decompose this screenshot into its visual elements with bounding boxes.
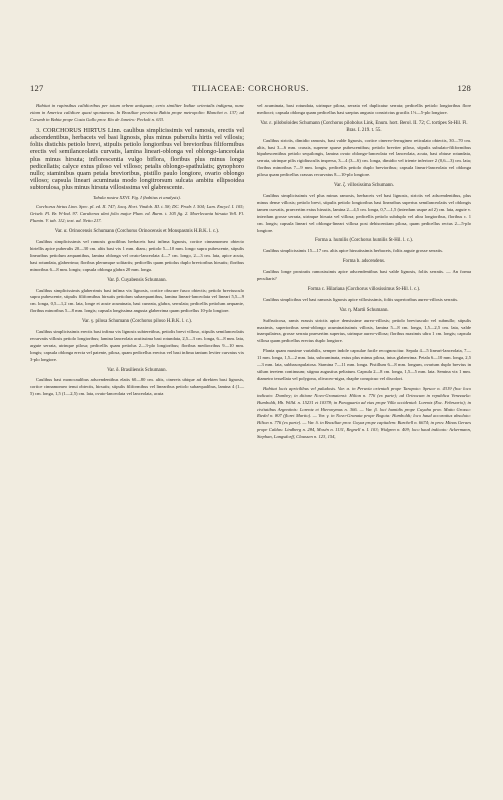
variety-heading-alpha: Var. α. Orinocensis Schumann (Corchorus Orinocensis et Monspasmis H.B.K. l. c.).	[54, 229, 220, 235]
forma-heading-b: Forma b. adscendens.	[342, 259, 386, 265]
variety-text-epsilon: Caulibus strictis, dimidio ramosis, basi valde lignosis, cortice cinereo-ferrugineo reticulato obtectis, 30—70 cm. altis, basi 3—6 mm. crassis, superne sparse pubescentibus; petiolo breviter piloso, stipulis subulato-filiformibus bipubescentibus petiolo sequilongis, lamina ovato oblongo-lanceolata vel lanceolata, acuta, basi obtuse rotundata, serrata, utrinque pilis rigidiusculis inspersa, 3—4 (3—6) cm. longa, dimidio vel triente inferiore 2 (0,6—3) cm. lata; floribus minoribus 7—9 mm. longis, pedicellis petiolo duplo brevioribus; capsula lineari-lanceolata vel oblonga pilosa quam pedicellus crassus recurvatus 8—10-plo longiore.	[257, 137, 471, 178]
variety-heading-gamma: Var. γ. pilosa Schumann (Corchorus piloso H.B.K. l. c.).	[81, 319, 192, 325]
distribution-paragraph: Habitat locis apricilibus vel paludosis. Var. α. in Peruvia orientali prope Tarapoto: Spruce n. 4319 (hoc loco indicato: Dombey; in ditione Novo-Granatensi: Hilton n. 776 (ex parte); ad Orinocum in republica Venezuela: Humboldt, Hb. Willd. n. 15231 et 10378; in Paraguaria ad vias prope Villa occidental: Lorentz (Exc. Februario); in civitatibus Argentinis: Lorentz et Hieronymus n. 366. — Var. β. loci humidis prope Cuyaba prov. Matto Grosso: Riedel n. 807 (floret Martio). — Var. γ. in Novo-Granata prope Bogota: Humboldt; loco haud accuratius absoluto: Hilton n. 776 (ex parte). — Var. δ. in Brasiliae prov. Goyaz prope capitalem: Burchell n. 6674; in prov. Minas Geraes prope Caldas: Lindberg n. 284, Mosén n. 1131, Regnell n. I. 103; Widgren n. 409; loco haud indicato: Ackermann, Stephan, Langsdorff, Claussen n. 123, 154,	[257, 385, 471, 440]
left-column	[30, 103, 244, 444]
forma-text-b: Caulibus longe prostratis ramosissimis apice adscendentibus basi valde lignosis, foliis serratis. — An forma peculiaris?	[257, 269, 471, 282]
variety-text-alpha: Caulibus simplicissimis vel ramosis gracilibus herbaceis basi infima lignosis, cortice cinnamomeo obtecto hirtellis apice puberulis 20—30 cm. altis basi vix 1 mm. diam.; petiolo 5—10 mm. longo supra pubescente, stipulis linearibus petiolum aequantibus, lamina oblonga vel ovato-lanceolata 4—7 cm. longo, 2—3 cm. lata, apice acuta, basi rotundata, glaberrima; floribus plerumque solitariis; pedicellis quam petiolus duplo brevioribus hirsutis; floribus minoribus 6—8 mm. longis; capsula oblonga glabra 20 mm. longa.	[30, 239, 244, 272]
description-paragraph: Planta quam maxime variabilis, semper indole capsulae facile recognoscitur. Sepala 4—5 lineari-lanceolata, 7—11 mm. longa, 1,5—2 mm. lata, subcuminata, extus plus minus pilosa, intus glaberrima. Petala 6—10 mm. longa, 2,5—3 mm. lata, subbasospulatosa. Stamina 7—11 mm. longa. Pistillum 6—8 mm. longum, ovarium duplo brevius in stilum teretem continuum; stigma augustius peltatum. Capsula 2—8 cm. longa, 1,5—5 mm. lata. Semina vix 1 mm. diametro tessellata vel polygona, olivaceo-nigra, rhaphe conspicuo vel discolori.	[257, 348, 471, 381]
forma-text-a: Caulibus simplicissimis 15—17 cm. altis apice hirsutissimis herbaceis, foliis argute grosse serratis.	[263, 248, 443, 254]
plate-reference: Tabula nostra XXVI. Fig. I (habitus et analysis).	[93, 194, 181, 200]
variety-heading-beta: Var. β. Cuyabensis Schumann.	[107, 277, 167, 283]
continued-paragraph: vel acuminata, basi rotundata, utrinque pilosa, serrata vel duplicatur serrata; pedicellis petiolo longioribus flore mediocri; capsula oblonga quam pedicellus basi saepius angusto constrictus gracilis 1½—5-plo longiore.	[257, 103, 471, 115]
variety-text-delta: Caulibus basi monocaulibus adscendentibus elatis 60—80 cm. altis, cinereis ubique ad direkten basi lignosis, cortice cinnamomeo tenui obtectis, hirsutis; stipulis filiformibus vel linearibus petiolo subaequalibus, lamina 4 (1—5) cm. longa, 1,5 (1—2,5) cm. lata, ovato-lanceolata vel lanceolata, acuta	[30, 377, 244, 397]
forma-heading-c: Forma c. Hilariana (Corchorus villosissimus St-Hil. l. c.).	[307, 286, 421, 292]
variety-text-beta: Caulibus simplicissimis glaberrimis basi infima vix lignosis, cortice obscure fusco obtectis; petiolo breviusculo supra pubescente, stipulis filiformibus hirsutis petiolum subaequantibus, lamina lineari-lanceolata vel lineari 5,5—9 cm. longa, 0,5—1,2 cm. lata, longe et acute acuminata, basi cuneata, glabra, serrulata; pedicellis petiolum aequante, floribus minoribus 5—8 mm. longis; capsula longissima angusta glaberrima quam pedicellus 10-plo longiore.	[30, 287, 244, 314]
variety-text-eta: Suffruticosa, ramis erassis strictis apice densissime aureo-villosis; petiolo breviusculo vel subnullo; stipulis maximis, superioribus semi-oblongo acuminatissimis villosis, lamina 5—8 cm. longa, 1,5—2,5 cm. lata, valde inaequilatera, grosse serrata praesertim superius, utrinque aureo-villosa; floribus maximis ultra 1 cm. longis; capsula villosa quam pedicellus erectus duplo longiore.	[257, 317, 471, 344]
habitat-paragraph: Habitat in rupinsibus calidioribus per totum orbem antiquum; certo similiter Indiae orientalis indigena, nunc etiam in America calidiore quasi spontaneus. In Brasiliae provincia Bahia prope metropolin: Blanchet n. 137; ad Corumb in Bahia prope Costa Gallo prov. Rio de Janeiro: Peckolt n. 633.	[30, 103, 244, 122]
variety-heading-epsilon: Var. ε. piloboloides Schumann (Corchorus pilobolus Link, Enum. hort. Berol. II. 72; C. tortipes St-Hil. Fl. Bras. I. 219. t. 55.	[260, 120, 468, 133]
text-columns	[30, 103, 471, 444]
variety-heading-delta: Var. δ. Brasiliensis Schumann.	[107, 367, 167, 373]
variety-heading-eta: Var. η. Martii Schumann.	[339, 307, 389, 313]
forma-text-c: Caulibus simplicibus vel basi ramosis lignosis apice villosissimis, foliis superioribus aureo-villosis serratis.	[263, 296, 459, 302]
right-column	[257, 103, 471, 444]
species-heading: 3. CORCHORUS HIRTUS Linn. caulibus simplicissimis vel ramosis, erectis vel adscendentibus, herbaceis vel basi lignosis, plus minus puberulis hirtis vel villosis; foliis distichis petiolo brevi, stipulis petiolo longioribus vel brevioribus filiformibus erectis vel semilanceolatis curvatis, lamina lineari-oblonga vel oblongo-lanceolata plus minus hirsuta; inflorescentia vulgo biflora, floribus plus minus longe pedicellatis; calyce extus piloso vel villoso; petalis oblongo-spathulatis; gynophoro nullo; staminibus quam petala brevioribus, pistillo paulo longiore, ovario oblongo villoso; capsula lineari acuminata modo longitrorsum sulcata ambitu ellipsoidea subtorulosa, plus minus hirsuta villosissima vel glabrescente.	[30, 126, 244, 192]
variety-text-zeta: Caulibus simplicissimis vel plus minus ramosis, herbaceis vel basi lignosis, strictis vel adscendentibus, plus minus dense villosis; petiolo brevi, stipulis petiolo longioribus basi linearibus superius semilanceolatis vel oblongis tamen curvatis, praecertim extus hirsutis, lamina 2—4,5 cm. longa, 0,7—1,5 (interdum usque ad 2) cm. lata, argute v. interdum grosse serrata, utrinque hirsuta vel villosa; pedicellis petiolo subduplo vel altra longioribus, floribus c. 1 cm. longis; capsula lineari vel oblonga-lineari villosa post dehiscentiam pilosa, quam pedicellus rectus 2—5-plo longiore.	[257, 192, 471, 233]
variety-text-gamma: Caulibus simplicissimis erectis basi infima vix lignosis subteretibus, petiolis brevi villoso, stipulis semilanceolatis recurvatis villosis petiolo longioribus; lamina lanceolata acutissima basi rotundata, 2,5—3 cm. longa, 6—8 mm. lata, argute serrata, utrinque pilosa; pedicellis quam petiolus 2—3-plo longioribus; floribus mediocribus 9—10 mm. longis; capsula oblonga erecta vel patente, pilosa, quam pedicellus erectus vel basi infima tantum leviter curvatus vix 3-plo longiore.	[30, 329, 244, 362]
page-number-left: 127	[30, 83, 44, 93]
forma-heading-a: Forma a. humilis (Corchorus humilis St-Hil. l. c.).	[314, 238, 414, 244]
synonymy-paragraph: Corchorus hirtus Linn. Spec. pl. ed. II. 747; Jacq. Hort. Vindob. III. t. 58; DC. Prodr. I. 504; Lam. Encycl. I. 105; Griseb. Fl. Br. W-Ind. 97. Caruheras ulmi folio major Plum. ed. Burm. t. 105 fig. 2. Moerlecania hirsuta Vell. Fl. Flumin. V. tab. 112; text. ad. Netto 217.	[30, 204, 244, 224]
running-header	[30, 83, 471, 98]
running-title: TILIACEAE: CORCHORUS.	[192, 83, 309, 93]
variety-heading-zeta: Var. ζ. villosissima Schumann.	[334, 183, 394, 189]
page-number-right: 128	[457, 83, 471, 93]
